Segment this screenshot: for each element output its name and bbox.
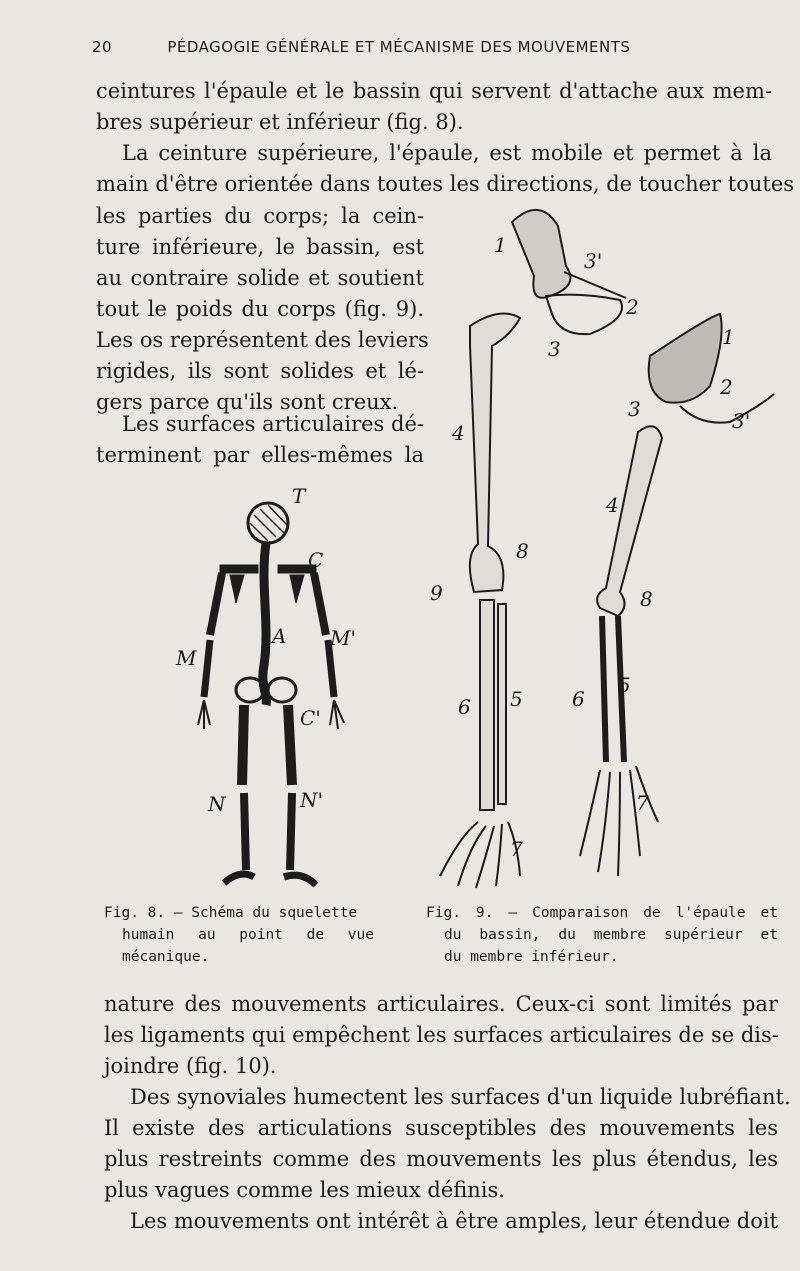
label-C-prime: C' — [300, 706, 321, 730]
label-8-right: 8 — [640, 587, 653, 611]
label-M-prime: M' — [330, 626, 356, 650]
caption-line: Fig. 8. — Schéma du squelette — [104, 905, 358, 921]
label-5-right: 5 — [618, 673, 631, 697]
caption-line: du bassin, du membre supérieur et — [444, 927, 778, 943]
caption-line: Fig. 9. — Comparaison de l'épaule et — [426, 905, 778, 921]
text-line: les parties du corps; la cein- — [96, 204, 424, 228]
text-line: joindre (fig. 10). — [104, 1054, 277, 1078]
paragraph-articular-surfaces — [96, 409, 424, 471]
text-line: rigides, ils sont solides et lé- — [96, 359, 424, 383]
caption-line: humain au point de vue — [122, 927, 374, 943]
label-4-right: 4 — [606, 493, 619, 517]
text-line: Il existe des articulations susceptibles des mouvements les — [104, 1116, 778, 1140]
label-2-right: 2 — [720, 375, 733, 399]
text-line: plus vagues comme les mieux définis. — [104, 1178, 505, 1202]
label-M: M — [176, 646, 197, 670]
paragraph-ligaments — [104, 989, 791, 1237]
label-6-right: 6 — [572, 687, 585, 711]
caption-line: mécanique. — [122, 949, 210, 965]
label-2: 2 — [626, 295, 639, 319]
text-line: au contraire solide et soutient — [96, 266, 424, 290]
label-1-right: 1 — [722, 325, 735, 349]
label-1: 1 — [494, 233, 507, 257]
running-title: PÉDAGOGIE GÉNÉRALE ET MÉCANISME DES MOUVEMENTS — [167, 38, 631, 56]
figure-9-limb-comparison — [430, 196, 790, 896]
text-line: les ligaments qui empêchent les surfaces articulaires de se dis- — [104, 1023, 779, 1047]
text-line: tout le poids du corps (fig. 9). — [96, 297, 424, 321]
label-7-right: 7 — [636, 791, 649, 815]
text-line: Les os représentent des leviers — [96, 328, 429, 352]
text-line: La ceinture supérieure, l'épaule, est mobile et permet à la — [122, 141, 772, 165]
text-line: ceintures l'épaule et le bassin qui servent d'attache aux mem- — [96, 79, 772, 103]
text-line: Des synoviales humectent les surfaces d'un liquide lubréfiant. — [130, 1085, 791, 1109]
page-header — [92, 38, 712, 56]
text-line: bres supérieur et inférieur (fig. 8). — [96, 110, 464, 134]
label-5: 5 — [510, 687, 523, 711]
figure-8-skeleton-diagram — [176, 484, 420, 895]
text-line: plus restreints comme des mouvements les plus étendus, les — [104, 1147, 778, 1171]
paragraph-intro — [96, 76, 795, 200]
caption-line: du membre inférieur. — [444, 949, 619, 965]
text-line: Les surfaces articulaires dé- — [122, 412, 424, 436]
label-8: 8 — [516, 539, 529, 563]
figure-9-caption — [426, 902, 778, 968]
text-line: Les mouvements ont intérêt à être amples, leur étendue doit — [130, 1209, 778, 1233]
text-line: terminent par elles-mêmes la — [96, 443, 424, 467]
text-line: main d'être orientée dans toutes les directions, de toucher toutes — [96, 172, 795, 196]
label-N: N — [208, 792, 226, 816]
label-3-prime-right: 3' — [732, 409, 751, 433]
label-3-right: 3 — [628, 397, 641, 421]
text-line: ture inférieure, le bassin, est — [96, 235, 424, 259]
label-A: A — [272, 624, 287, 648]
text-line: nature des mouvements articulaires. Ceux-ci sont limités par — [104, 992, 778, 1016]
label-9: 9 — [430, 581, 443, 605]
paragraph-left-column — [96, 201, 429, 418]
figure-8-caption — [104, 902, 374, 968]
label-T: T — [292, 484, 306, 508]
text-line: gers parce qu'ils sont creux. — [96, 390, 399, 414]
label-7: 7 — [510, 837, 523, 861]
page-number: 20 — [92, 38, 113, 56]
label-N-prime: N' — [300, 788, 323, 812]
label-3: 3 — [548, 337, 561, 361]
label-3-prime: 3' — [584, 249, 603, 273]
label-4: 4 — [452, 421, 465, 445]
label-C: C — [308, 548, 324, 572]
label-6: 6 — [458, 695, 471, 719]
